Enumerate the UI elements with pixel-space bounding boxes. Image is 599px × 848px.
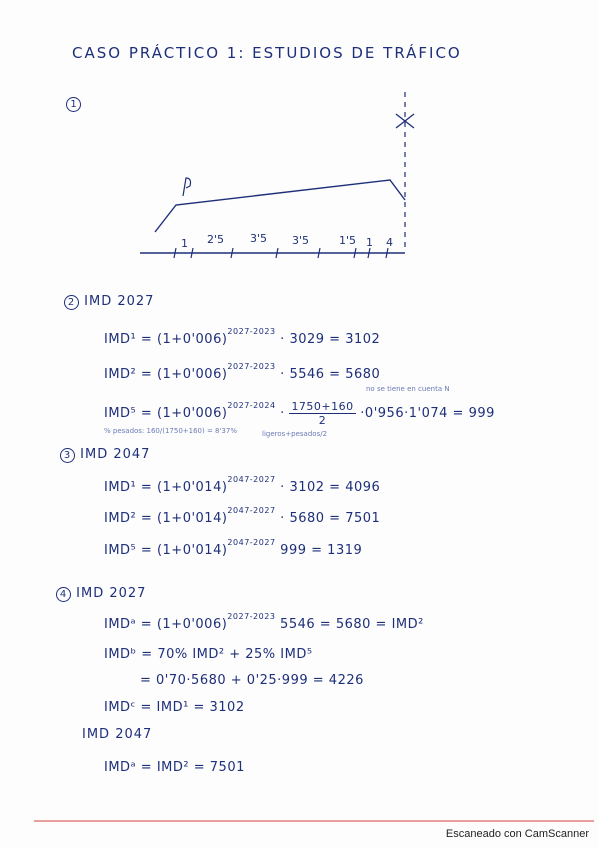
section-3-heading: 3 IMD 2047 <box>60 447 150 463</box>
segment-label-5: 1'5 <box>339 234 357 247</box>
s2-eq3-fraction: $\frac{1750+160}{2}$ <box>291 400 354 427</box>
s4-eq-a2047: IMDᵃ = IMD² = 7501 <box>104 760 245 775</box>
scan-edge-line <box>34 820 594 822</box>
s4-eq-a: IMDᵃ = $(1+0'006)^{2027-2023}$ 5546 = 5680 = IMD² <box>104 612 424 632</box>
segment-label-4: 3'5 <box>292 234 310 247</box>
segment-label-7: 4 <box>386 236 393 249</box>
s4-eq-c: IMDᶜ = IMD¹ = 3102 <box>104 700 245 715</box>
scanner-watermark: Escaneado con CamScanner <box>445 828 589 840</box>
segment-label-1: 1 <box>181 237 188 250</box>
section-1-marker: 1 <box>66 92 81 112</box>
s2-eq-2: $IMD^2 = (1+0'006)^{2027-2023} \cdot 5546 = 5680$ <box>104 362 381 382</box>
page-title: CASO PRÁCTICO 1: ESTUDIOS DE TRÁFICO <box>72 44 462 62</box>
s3-eq-1: $IMD^1 = (1+0'014)^{2047-2027} \cdot 3102 = 4096$ <box>104 475 381 495</box>
section-2-heading: 2 IMD 2027 <box>64 294 154 310</box>
s4-eq-b-calc: = 0'70·5680 + 0'25·999 = 4226 <box>140 673 364 688</box>
s3-eq-3: $IMD^5 = (1+0'014)^{2047-2027}$ 999 = 1319 <box>104 538 363 558</box>
s2-eq3-lower-note: ligeros+pesados/2 <box>262 430 328 438</box>
s2-eq3-upper-note: no se tiene en cuenta N <box>366 385 450 393</box>
segment-label-6: 1 <box>366 236 373 249</box>
s2-eq-1: $IMD^1 = (1+0'006)^{2027-2023} \cdot 3029 = 3102$ <box>104 327 381 347</box>
s4-imd2047-heading: IMD 2047 <box>82 727 153 742</box>
s2-eq-3: $IMD^5 = (1+0'006)^{2027-2024}$ · $\frac{1750+160}{2}$ ·0'956·1'074 = 999 <box>104 400 495 427</box>
segment-label-3: 3'5 <box>250 232 268 245</box>
s4-eq-b: IMDᵇ = 70% IMD² + 25% IMD⁵ <box>104 647 313 662</box>
sketch-profile-line <box>155 180 405 232</box>
section-4-heading: 4 IMD 2027 <box>56 586 146 602</box>
sketch-flag <box>183 178 191 196</box>
s2-pesados-note: % pesados: 160/(1750+160) = 8'37% <box>104 427 237 435</box>
s3-eq-2: $IMD^2 = (1+0'014)^{2047-2027} \cdot 5680 = 7501$ <box>104 506 381 526</box>
segment-label-2: 2'5 <box>207 233 225 246</box>
